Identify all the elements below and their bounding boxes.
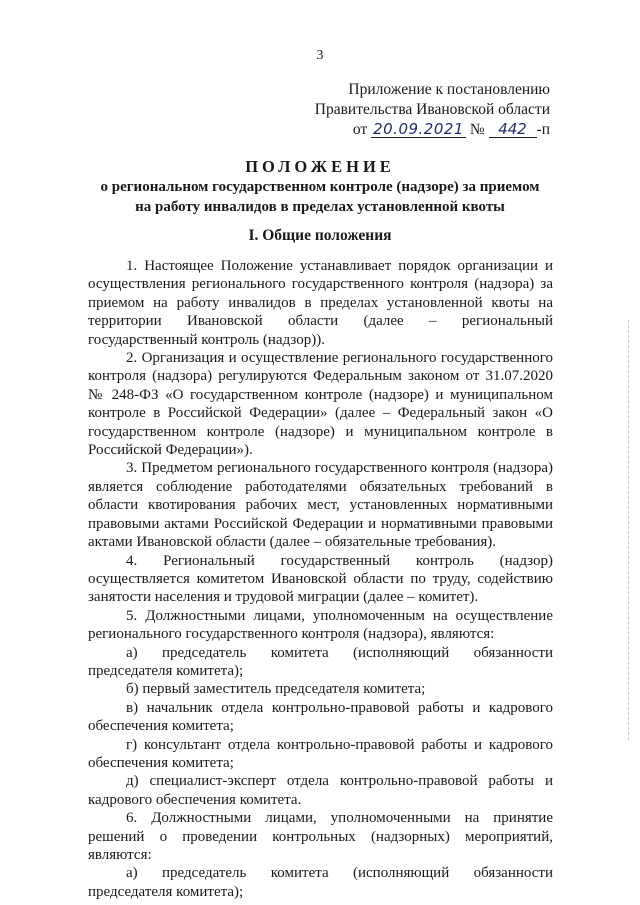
approval-line-1: Приложение к постановлению	[348, 81, 550, 98]
scan-margin-mark	[628, 320, 631, 740]
from-label: от	[352, 121, 368, 138]
handwritten-number: 442	[489, 121, 537, 138]
title-main: ПОЛОЖЕНИЕ	[245, 157, 395, 176]
paragraph-3: 3. Предметом регионального государственного контроля (надзора) является соблюдение работодателями обязательных требований в области квотирования рабочих мест, установленных нормативными правовыми актами Российской Федерации и нормативными правовыми актами Ивановской области (далее – обязательные требования).	[88, 460, 553, 551]
paragraph-4: 4. Региональный государственный контроль (надзор) осуществляется комитетом Ивановской области по труду, содействию занятости населения и трудовой миграции (далее – комитет).	[88, 552, 553, 606]
paragraph-5: 5. Должностными лицами, уполномоченным на осуществление регионального государственного контроля (надзора), являются:	[88, 607, 553, 643]
list-item-g: г) консультант отдела контрольно-правовой работы и кадрового обеспечения комитета;	[88, 736, 553, 771]
list-item-b: б) первый заместитель председателя комитета;	[126, 681, 426, 698]
document-title	[95, 157, 545, 217]
page-number: 3	[316, 48, 324, 63]
list-item-d: д) специалист-эксперт отдела контрольно-правовой работы и кадрового обеспечения комитета.	[88, 773, 553, 808]
list-item-a-2: а) председатель комитета (исполняющий обязанности председателя комитета);	[88, 865, 553, 900]
section-heading: I. Общие положения	[248, 227, 392, 244]
list-item-v: в) начальник отдела контрольно-правовой работы и кадрового обеспечения комитета;	[88, 699, 553, 735]
paragraph-2: 2. Организация и осуществление регионального государственного контроля (надзора) регулируются Федеральным законом от 31.07.2020 № 248-ФЗ «О государственном контроле (надзоре) и муниципальном контроле в Российской Федерации» (далее – Федеральный закон «О государственном контроле (надзоре) и муниципальном контроле в Российской Федерации»).	[88, 350, 553, 459]
title-subtitle-2: на работу инвалидов в пределах установленной квоты	[135, 199, 505, 215]
number-suffix: -п	[536, 121, 550, 138]
body-text	[88, 257, 553, 901]
paragraph-1: 1. Настоящее Положение устанавливает порядок организации и осуществления регионального государственного контроля (надзора) за приемом на работу инвалидов в пределах установленной квоты на территории Ивановской области (далее – региональный государственный контроль (надзор)).	[88, 258, 553, 348]
approval-line-2: Правительства Ивановской области	[314, 101, 550, 118]
handwritten-date: 20.09.2021	[373, 120, 464, 138]
title-subtitle-1: о региональном государственном контроле (надзоре) за приемом	[100, 179, 540, 195]
approval-block	[315, 80, 550, 140]
number-label: №	[469, 121, 485, 138]
paragraph-6: 6. Должностными лицами, уполномоченными на принятие решений о проведении контрольных (надзорных) мероприятий, являются:	[88, 810, 553, 863]
list-item-a: а) председатель комитета (исполняющий обязанности председателя комитета);	[88, 644, 553, 679]
approval-line-3	[315, 120, 550, 140]
